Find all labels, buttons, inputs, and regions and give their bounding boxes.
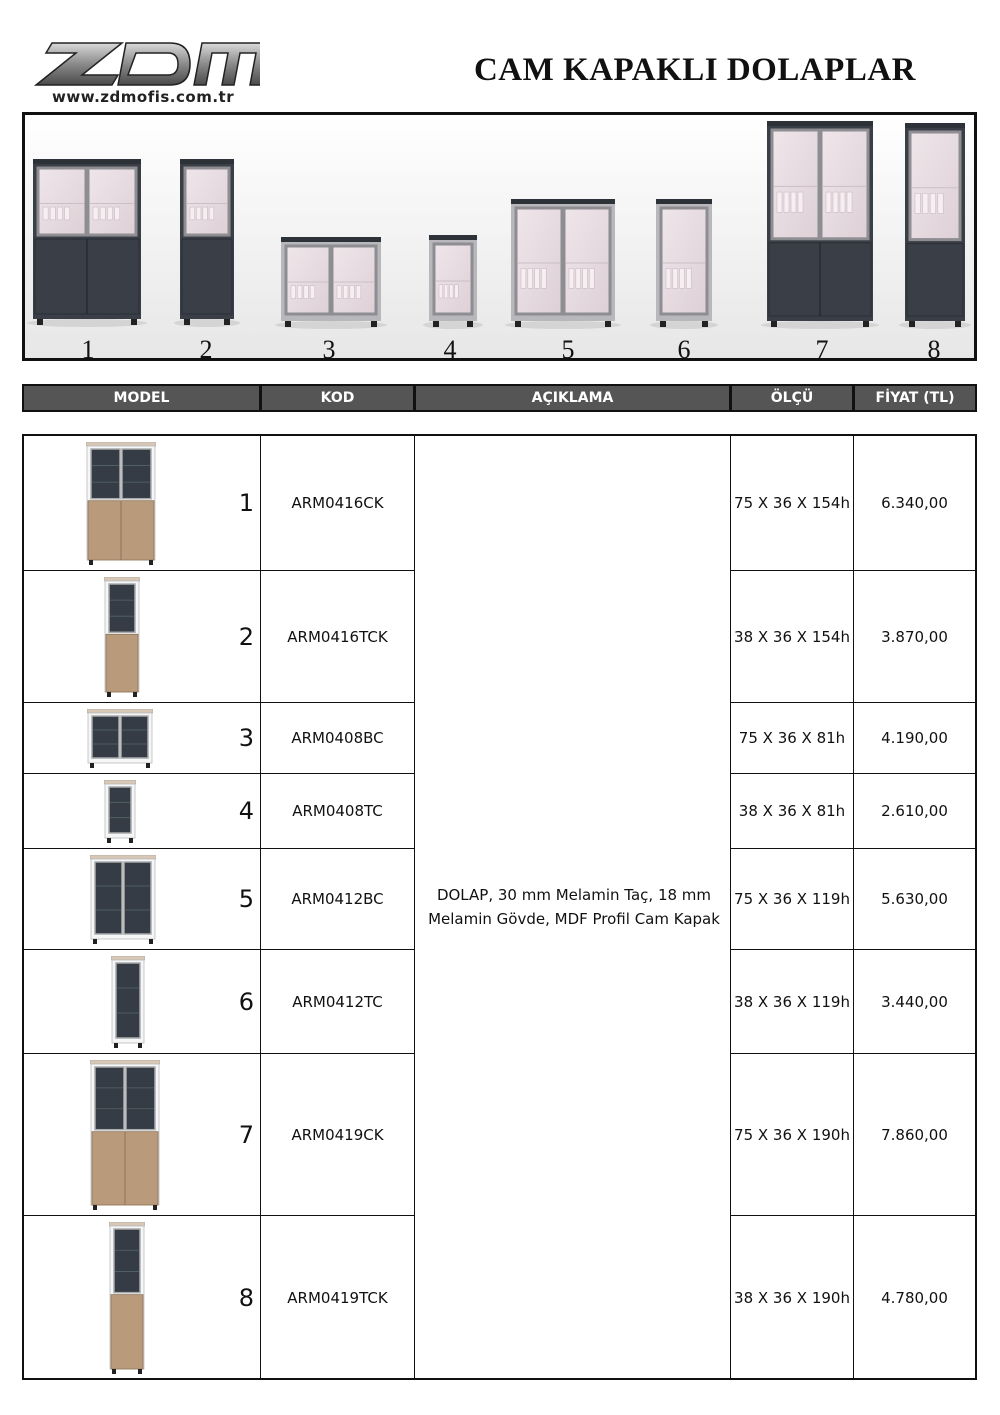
- code-cell: ARM0419CK: [291, 1125, 384, 1144]
- code-cell: ARM0408TC: [292, 802, 383, 820]
- size-cell: 75 X 36 X 81h: [738, 729, 846, 747]
- code-cell: ARM0412TC: [292, 992, 383, 1011]
- model-cell: [24, 571, 260, 702]
- model-number: 8: [238, 1284, 254, 1312]
- price-cell: 3.870,00: [881, 627, 948, 646]
- model-number: 7: [238, 1120, 254, 1149]
- code-cell: ARM0419TCK: [287, 1289, 388, 1307]
- model-number: 1: [238, 489, 254, 517]
- website-url[interactable]: www.zdmofis.com.tr: [52, 88, 235, 106]
- product-banner: [22, 112, 977, 361]
- product-thumbnail: [90, 1060, 160, 1214]
- page-title: CAM KAPAKLI DOLAPLAR: [473, 52, 917, 88]
- price-cell: 4.780,00: [881, 1289, 948, 1307]
- banner-number-4: 4: [443, 335, 457, 361]
- product-thumbnail: [87, 709, 153, 772]
- model-number: 4: [238, 797, 254, 825]
- model-cell: [24, 950, 260, 1053]
- column-divider: [260, 436, 261, 1378]
- model-number: 5: [238, 885, 254, 913]
- column-header-code: KOD: [262, 386, 416, 410]
- code-cell: ARM0416TCK: [287, 627, 388, 646]
- banner-number-7: 7: [815, 335, 829, 361]
- zdm-logo: [30, 40, 260, 110]
- product-table: [22, 434, 977, 1380]
- banner-number-2: 2: [199, 335, 213, 361]
- size-cell: 38 X 36 X 119h: [734, 992, 850, 1011]
- banner-number-8: 8: [927, 335, 941, 361]
- product-thumbnail: [104, 780, 136, 847]
- code-cell: ARM0416CK: [291, 494, 384, 512]
- model-cell: [24, 703, 260, 773]
- column-divider: [730, 436, 731, 1378]
- product-thumbnail: [109, 1222, 145, 1378]
- banner-number-1: 1: [81, 335, 95, 361]
- code-cell: ARM0412BC: [291, 890, 384, 908]
- model-number: 3: [238, 724, 254, 752]
- size-cell: 38 X 36 X 190h: [734, 1289, 850, 1307]
- column-divider: [414, 436, 415, 1378]
- product-thumbnail: [86, 442, 156, 569]
- price-cell: 3.440,00: [881, 992, 948, 1011]
- size-cell: 38 X 36 X 81h: [738, 802, 846, 820]
- price-cell: 7.860,00: [881, 1125, 948, 1144]
- model-number: 2: [238, 622, 254, 651]
- size-cell: 75 X 36 X 119h: [734, 890, 850, 908]
- price-cell: 2.610,00: [881, 802, 948, 820]
- price-cell: 5.630,00: [881, 890, 948, 908]
- banner-number-6: 6: [677, 335, 691, 361]
- banner-number-3: 3: [322, 335, 336, 361]
- price-cell: 4.190,00: [881, 729, 948, 747]
- column-header-price: FİYAT (TL): [875, 390, 955, 406]
- column-header-size: ÖLÇÜ: [732, 386, 855, 410]
- size-cell: 38 X 36 X 154h: [734, 627, 850, 646]
- product-thumbnail: [111, 956, 145, 1052]
- banner-number-5: 5: [561, 335, 575, 361]
- model-cell: [24, 1216, 260, 1380]
- banner-illustration: [25, 115, 977, 361]
- model-cell: [24, 436, 260, 570]
- size-cell: 75 X 36 X 190h: [734, 1125, 850, 1144]
- model-cell: [24, 1054, 260, 1215]
- zdm-logo-graphic: [30, 40, 260, 90]
- column-header-model: MODEL: [24, 386, 262, 410]
- column-divider: [853, 436, 854, 1378]
- model-cell: [24, 774, 260, 848]
- table-header: [22, 384, 977, 412]
- column-header-description: AÇIKLAMA: [416, 386, 732, 410]
- description-cell: DOLAP, 30 mm Melamin Taç, 18 mm Melamin Gövde, MDF Profil Cam Kapak: [428, 886, 720, 928]
- price-cell: 6.340,00: [881, 494, 948, 512]
- product-thumbnail: [104, 577, 140, 701]
- code-cell: ARM0408BC: [291, 729, 384, 747]
- model-number: 6: [238, 987, 254, 1016]
- product-thumbnail: [90, 855, 156, 948]
- model-cell: [24, 849, 260, 949]
- size-cell: 75 X 36 X 154h: [734, 494, 850, 512]
